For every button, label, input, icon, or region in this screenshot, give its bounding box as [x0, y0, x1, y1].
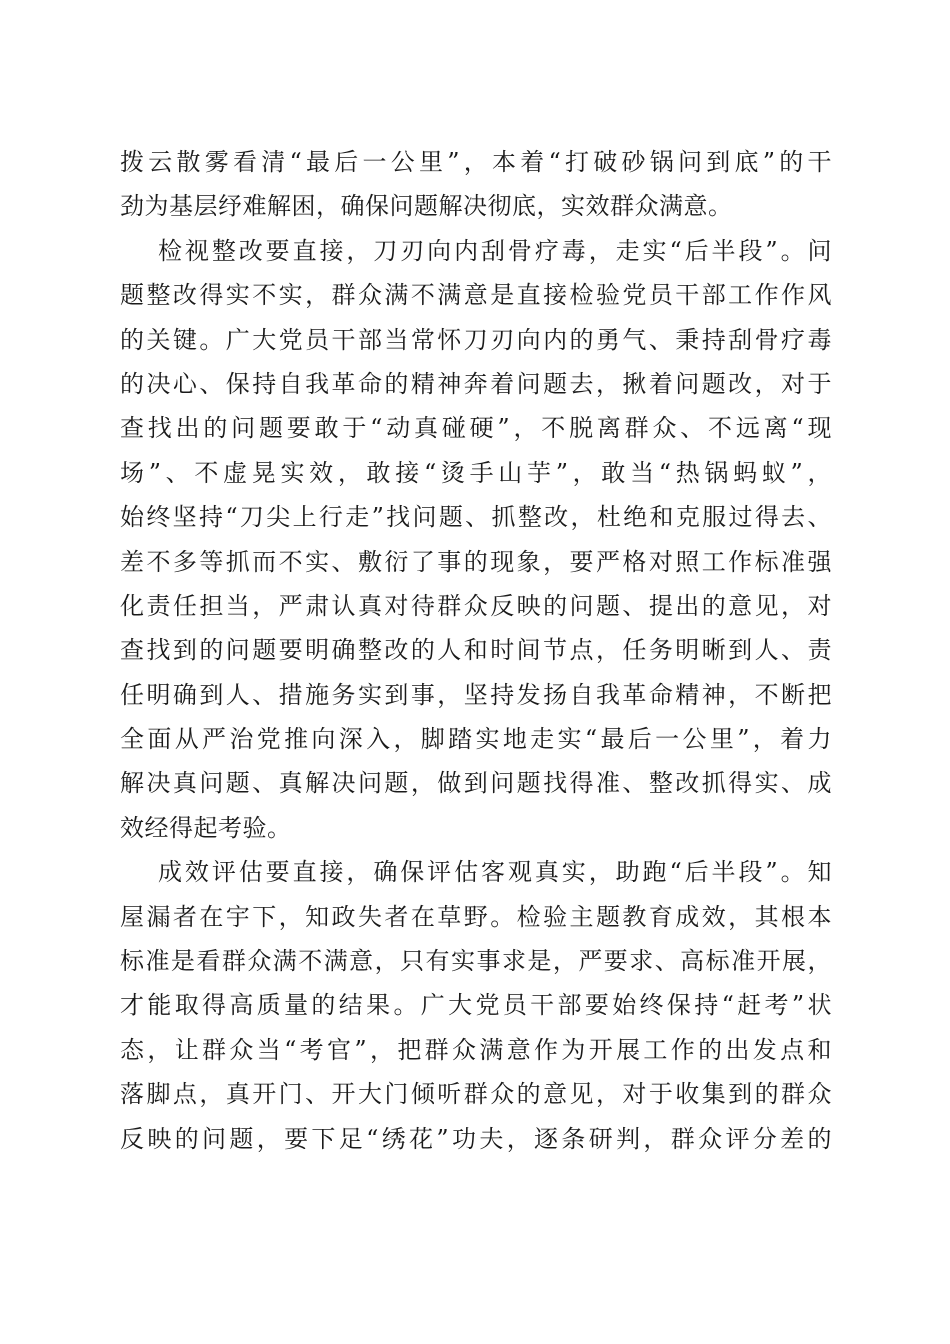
paragraph-heading-line: 成效评估要直接，确保评估客观真实，助跑“后半段”。知	[158, 858, 832, 887]
text-line: 的决心、保持自我革命的精神奔着问题去，揪着问题改，对于	[120, 369, 832, 398]
text-line: 标准是看群众满不满意，只有实事求是，严要求、高标准开展，	[120, 947, 832, 976]
text-line: 态，让群众当“考官”，把群众满意作为开展工作的出发点和	[120, 1035, 832, 1064]
text-line: 劲为基层纾难解困，确保问题解决彻底，实效群众满意。	[120, 192, 733, 221]
text-line: 始终坚持“刀尖上行走”找问题、抓整改，杜绝和克服过得去、	[120, 503, 832, 532]
text-line: 反映的问题，要下足“绣花”功夫，逐条研判，群众评分差的	[120, 1124, 832, 1153]
text-line: 差不多等抓而不实、敷衍了事的现象，要严格对照工作标准强	[120, 547, 832, 576]
text-line: 全面从严治党推向深入，脚踏实地走实“最后一公里”，着力	[120, 725, 832, 754]
text-line: 查找出的问题要敢于“动真碰硬”，不脱离群众、不远离“现	[120, 414, 832, 443]
text-line: 场”、不虚晃实效，敢接“烫手山芋”，敢当“热锅蚂蚁”，	[120, 458, 832, 487]
text-line: 效经得起考验。	[120, 813, 292, 842]
body-text	[120, 140, 832, 1161]
text-line: 的关键。广大党员干部当常怀刀刃向内的勇气、秉持刮骨疗毒	[120, 325, 832, 354]
text-line: 拨云散雾看清“最后一公里”，本着“打破砂锅问到底”的干	[120, 148, 832, 176]
text-line: 才能取得高质量的结果。广大党员干部要始终保持“赶考”状	[120, 991, 832, 1020]
paragraph-heading-line: 检视整改要直接，刀刃向内刮骨疗毒，走实“后半段”。问	[158, 236, 832, 265]
text-line: 屋漏者在宇下，知政失者在草野。检验主题教育成效，其根本	[120, 902, 832, 931]
text-line: 解决真问题、真解决问题，做到问题找得准、整改抓得实、成	[120, 769, 832, 798]
text-line: 查找到的问题要明确整改的人和时间节点，任务明晰到人、责	[120, 636, 832, 665]
text-line: 化责任担当，严肃认真对待群众反映的问题、提出的意见，对	[120, 591, 832, 620]
text-line: 落脚点，真开门、开大门倾听群众的意见，对于收集到的群众	[120, 1080, 832, 1109]
text-line: 题整改得实不实，群众满不满意是直接检验党员干部工作作风	[120, 281, 832, 310]
text-line: 任明确到人、措施务实到事，坚持发扬自我革命精神，不断把	[120, 680, 832, 709]
